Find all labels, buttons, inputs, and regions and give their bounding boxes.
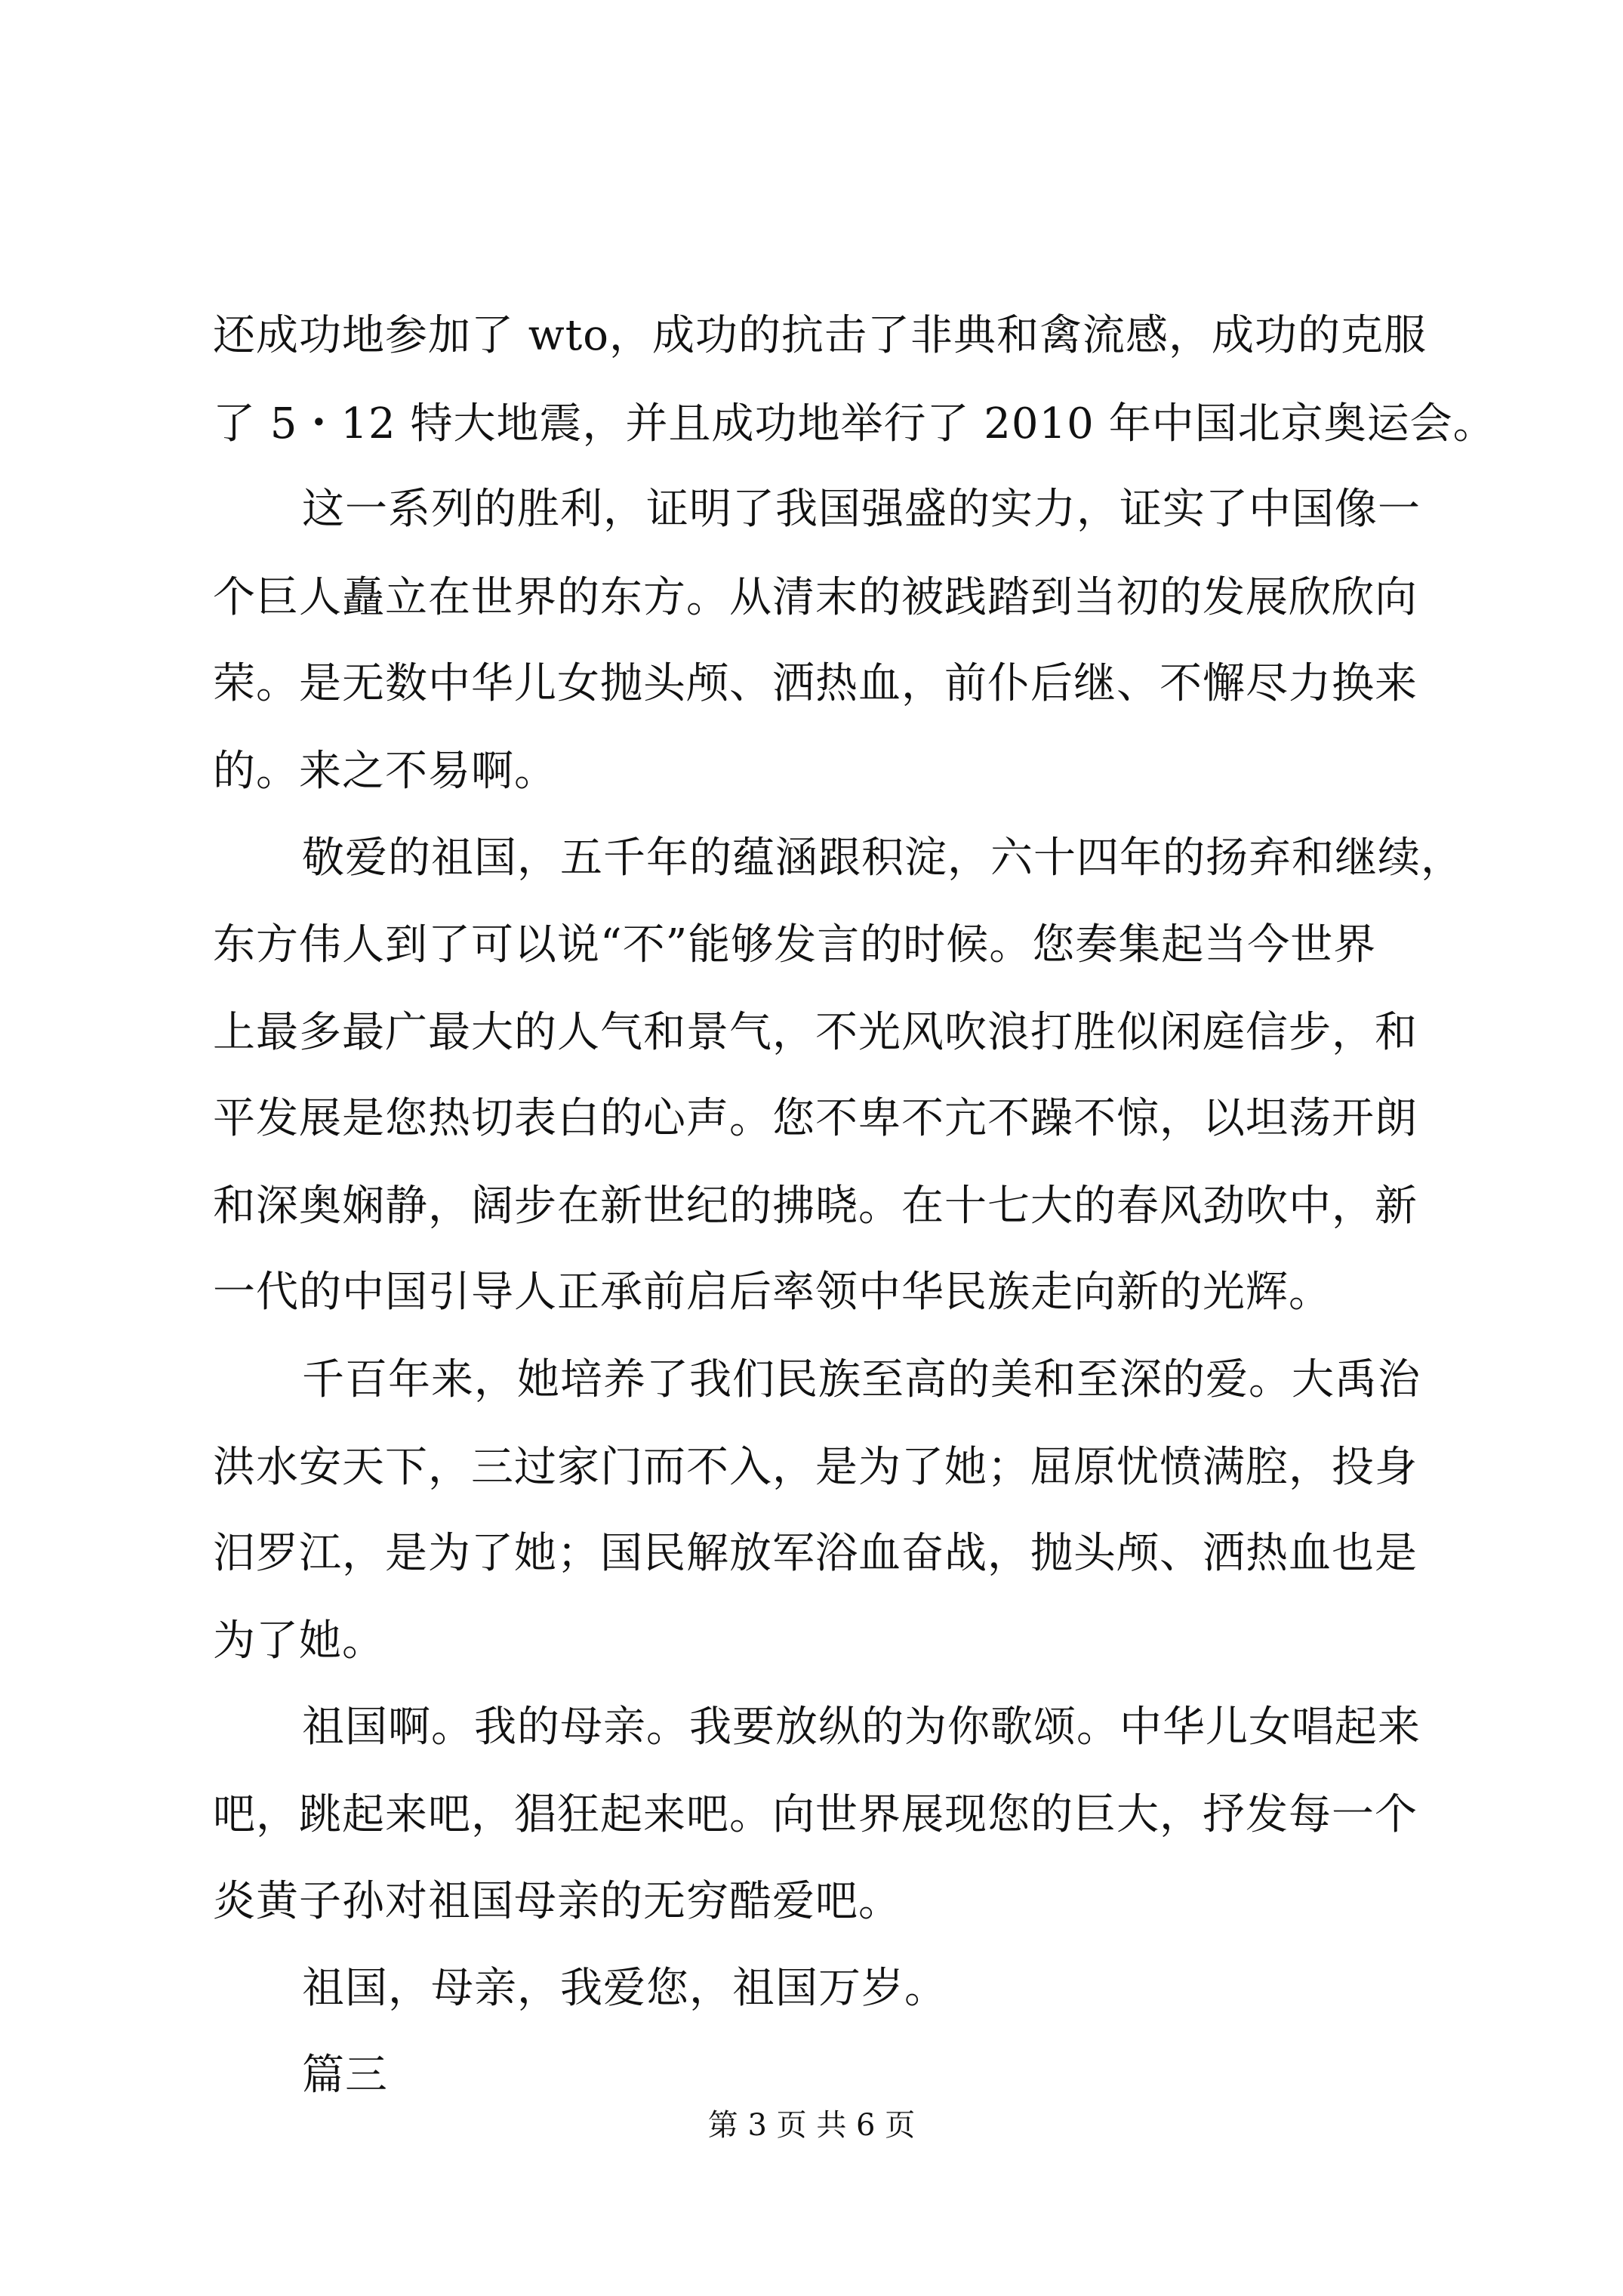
text-line: 的。来之不易啊。 [213,747,557,796]
paragraph-start-line: 这一系列的胜利，证明了我国强盛的实力，证实了中国像一 [302,485,1421,534]
text-line: 炎黄子孙对祖国母亲的无穷酷爱吧。 [213,1877,901,1926]
text-line: 东方伟人到了可以说“不”能够发言的时候。您奏集起当今世界 [213,920,1377,969]
paragraph-start-line: 祖国，母亲，我爱您，祖国万岁。 [302,1964,947,2013]
text-line: 为了她。 [213,1616,385,1666]
text-line: 汨罗江，是为了她；国民解放军浴血奋战，抛头颅、洒热血也是 [213,1529,1418,1578]
text-line: 了 5・12 特大地震，并且成功地举行了 2010 年中国北京奥运会。 [213,399,1496,448]
paragraph-start-line: 千百年来，她培养了我们民族至高的美和至深的爱。大禹治 [302,1355,1421,1404]
section-heading: 篇三 [302,2051,388,2100]
text-line: 一代的中国引导人正承前启后率领中华民族走向新的光辉。 [213,1268,1332,1317]
page-number-footer: 第 3 页 共 6 页 [707,2108,916,2143]
paragraph-start-line: 敬爱的祖国，五千年的蕴涵跟积淀，六十四年的扬弃和继续， [302,834,1464,883]
text-line: 上最多最广最大的人气和景气，不光风吹浪打胜似闲庭信步，和 [213,1008,1418,1057]
text-line: 洪水安天下，三过家门而不入，是为了她；屈原忧愤满腔，投身 [213,1443,1418,1492]
text-line: 吧，跳起来吧，猖狂起来吧。向世界展现您的巨大，抒发每一个 [213,1790,1418,1839]
text-line: 和深奥娴静，阔步在新世纪的拂晓。在十七大的春风劲吹中，新 [213,1182,1418,1231]
paragraph-start-line: 祖国啊。我的母亲。我要放纵的为你歌颂。中华儿女唱起来 [302,1703,1421,1752]
text-line: 荣。是无数中华儿女抛头颅、洒热血，前仆后继、不懈尽力换来 [213,659,1418,708]
text-line: 个巨人矗立在世界的东方。从清末的被践踏到当初的发展欣欣向 [213,573,1418,622]
text-line: 平发展是您热切表白的心声。您不卑不亢不躁不惊，以坦荡开朗 [213,1094,1418,1143]
text-line: 还成功地参加了 wto，成功的抗击了非典和禽流感，成功的克服 [213,311,1427,360]
